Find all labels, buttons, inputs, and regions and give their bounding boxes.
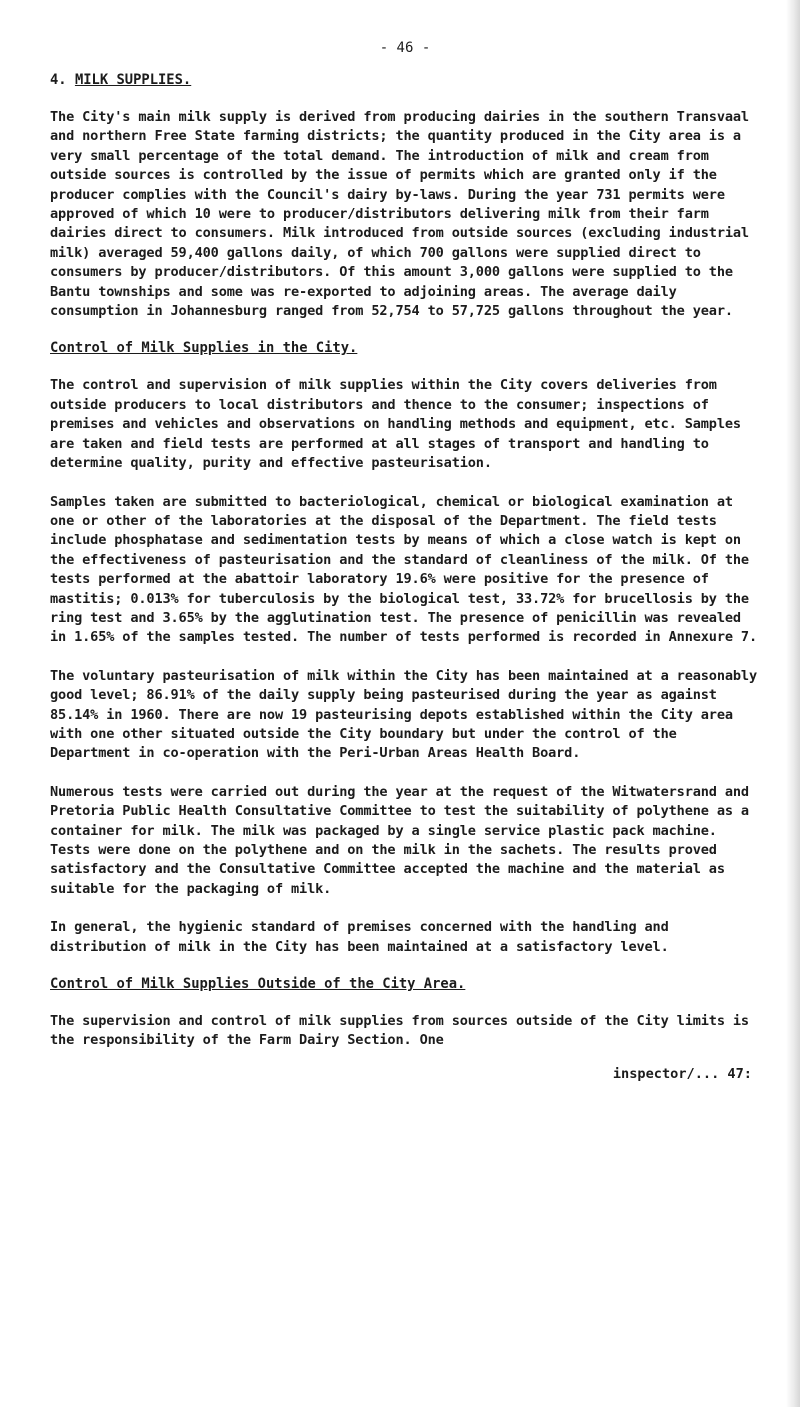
paragraph-farm-dairy: The supervision and control of milk supplies from sources outside of the City limits is the responsibility of the Farm Dairy Section. One (50, 1013, 749, 1049)
subheading-outside-control: Control of Milk Supplies Outside of the City Area. (50, 976, 466, 993)
section-number: 4. (50, 72, 67, 88)
page-number: - 46 - (379, 40, 431, 56)
section-heading (50, 72, 760, 88)
page-edge-shadow (786, 0, 800, 1407)
document-page (50, 40, 760, 1082)
intro-paragraph: The City's main milk supply is derived from producing dairies in the southern Transvaal and northern Free State farming districts; the quantity produced in the City area is a very small percentage of the total demand. The introduction of milk and cream from outside sources is controlled by the issue of permits which are granted only if the producer complies with the Council's dairy by-laws. During the year 731 permits were approved of which 10 were to producer/distributors delivering milk from their farm dairies direct to consumers. Milk introduced from outside sources (excluding industrial milk) averaged 59,400 gallons daily, of which 700 gallons were supplied direct to consumers by producer/distributors. Of this amount 3,000 gallons were supplied to the Bantu townships and some was re-exported to adjoining areas. The average daily consumption in Johannesburg ranged from 52,754 to 57,725 gallons throughout the year. (50, 109, 749, 320)
paragraph-control-supervision: The control and supervision of milk supplies within the City covers deliveries from outside producers to local distributors and thence to the consumer; inspections of premises and vehicles and observations on handling methods and equipment, etc. Samples are taken and field tests are performed at all stages of transport and handling to determine quality, purity and effective pasteurisation. (50, 377, 741, 472)
subheading-city-control: Control of Milk Supplies in the City. (50, 340, 358, 357)
paragraph-samples-tests: Samples taken are submitted to bacteriological, chemical or biological examination at one or other of the laboratories at the disposal of the Department. The field tests include phosphatase and sedimentation tests by means of which a close watch is kept on the effectiveness of pasteurisation and the standard of cleanliness of the milk. Of the tests performed at the abattoir laboratory 19.6% were positive for the presence of mastitis; 0.013% for tuberculosis by the biological test, 33.72% for brucellosis by the ring test and 3.65% by the agglutination test. The presence of penicillin was revealed in 1.65% of the samples tested. The number of tests performed is recorded in Annexure 7. (50, 493, 758, 646)
section-title: MILK SUPPLIES. (74, 72, 192, 88)
catchword: inspector/... 47: (612, 1065, 752, 1082)
paragraph-polythene-tests: Numerous tests were carried out during the year at the request of the Witwatersrand and Pretoria Public Health Consultative Committee to test the suitability of polythene as a container for milk. The milk was packaged by a single service plastic pack machine. Tests were done on the polythene and on the milk in the sachets. The results proved satisfactory and the Consultative Committee accepted the machine and the material as suitable for the packaging of milk. (50, 783, 749, 897)
paragraph-pasteurisation: The voluntary pasteurisation of milk within the City has been maintained at a reasonably good level; 86.91% of the daily supply being pasteurised during the year as against 85.14% in 1960. There are now 19 pasteurising depots established within the City area with one other situated outside the City boundary but under the control of the Department in co-operation with the Peri-Urban Areas Health Board. (50, 667, 758, 762)
paragraph-hygienic-standard: In general, the hygienic standard of premises concerned with the handling and distribution of milk in the City has been maintained at a satisfactory level. (50, 919, 669, 955)
